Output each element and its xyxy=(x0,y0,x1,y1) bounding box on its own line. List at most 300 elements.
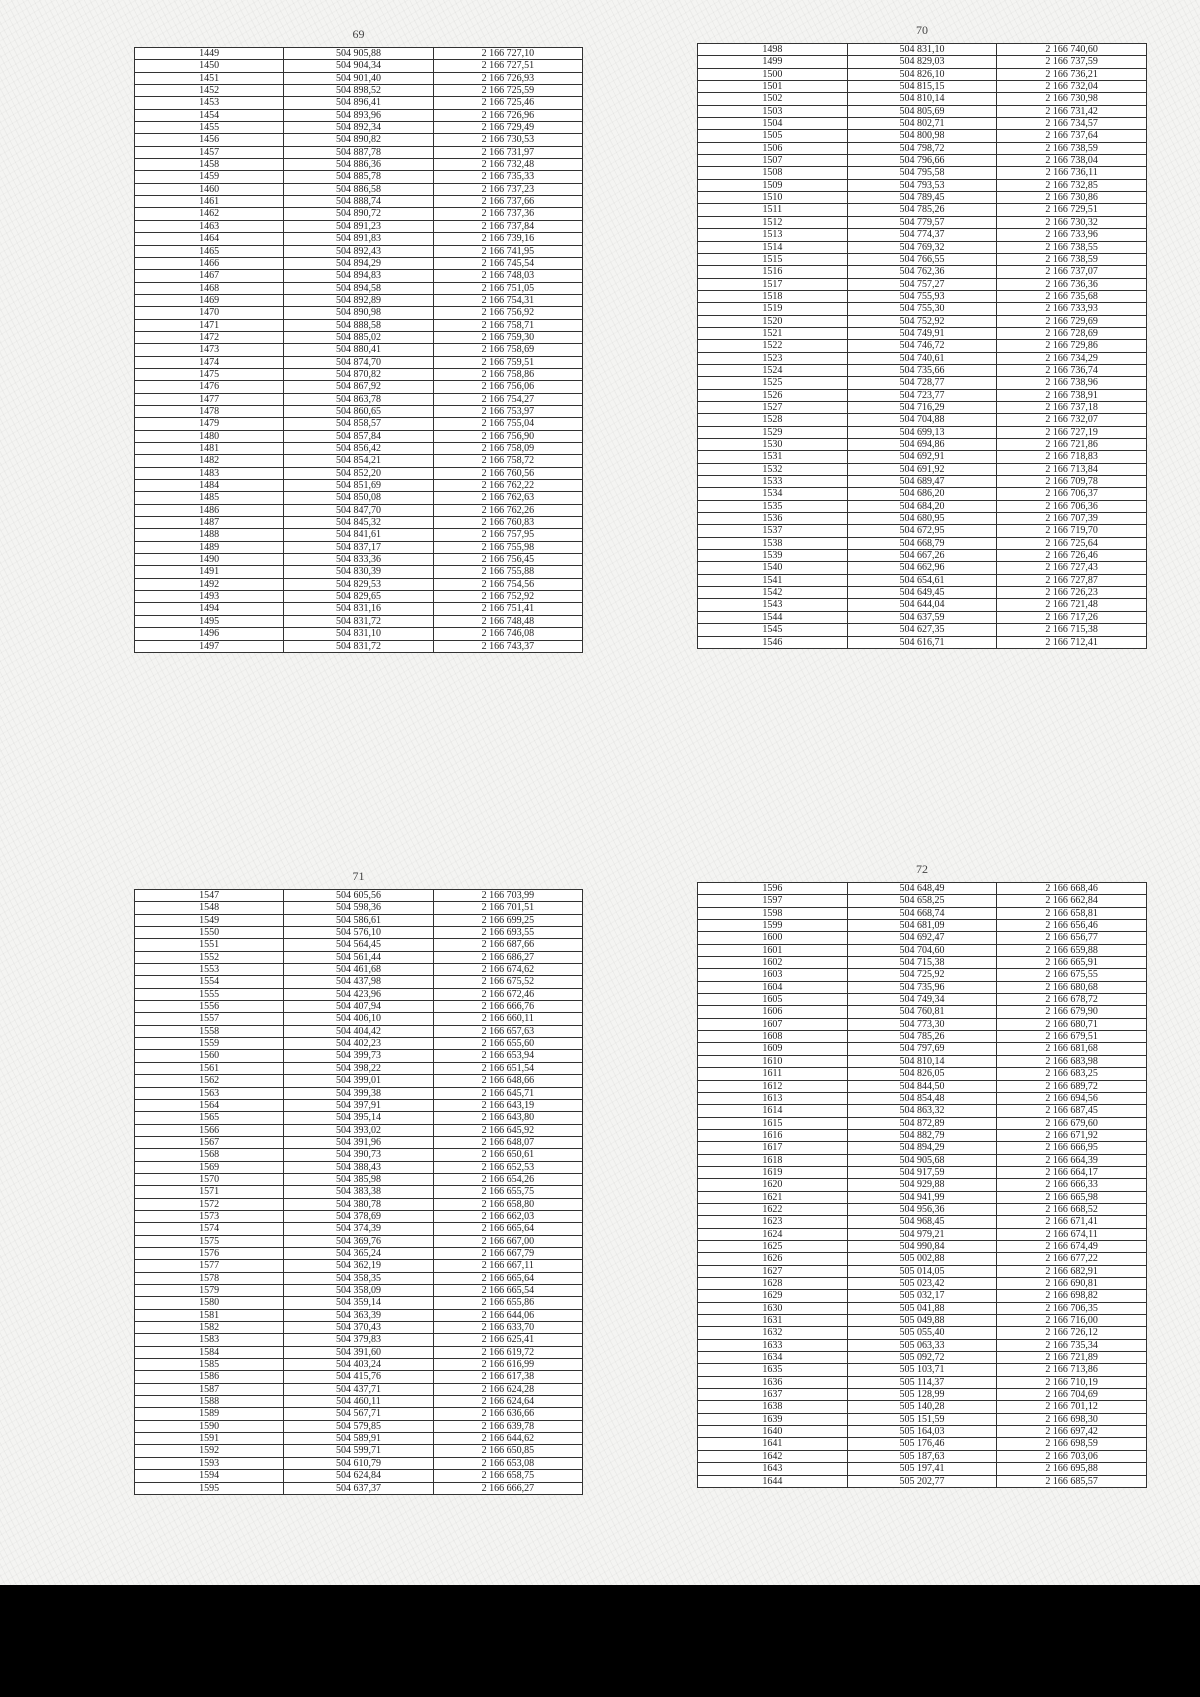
point-number-cell: 1507 xyxy=(698,155,848,167)
table-row xyxy=(135,1198,583,1210)
table-row xyxy=(135,159,583,171)
x-coordinate-cell: 504 968,45 xyxy=(847,1216,997,1228)
y-coordinate-cell: 2 166 633,70 xyxy=(433,1322,582,1334)
x-coordinate-cell: 504 576,10 xyxy=(284,927,433,939)
table-row xyxy=(698,303,1147,315)
table-row xyxy=(135,109,583,121)
table-row xyxy=(698,969,1147,981)
point-number-cell: 1489 xyxy=(135,541,284,553)
y-coordinate-cell: 2 166 660,11 xyxy=(433,1013,582,1025)
point-number-cell: 1625 xyxy=(698,1240,848,1252)
table-row xyxy=(698,155,1147,167)
y-coordinate-cell: 2 166 671,92 xyxy=(997,1129,1147,1141)
table-row xyxy=(135,1272,583,1284)
x-coordinate-cell: 504 437,98 xyxy=(284,976,433,988)
x-coordinate-cell: 504 890,98 xyxy=(284,307,433,319)
point-number-cell: 1616 xyxy=(698,1129,848,1141)
table-row xyxy=(698,1327,1147,1339)
table-row xyxy=(698,1092,1147,1104)
x-coordinate-cell: 505 049,88 xyxy=(847,1315,997,1327)
y-coordinate-cell: 2 166 643,80 xyxy=(433,1112,582,1124)
point-number-cell: 1535 xyxy=(698,500,848,512)
table-row xyxy=(698,1302,1147,1314)
page-number: 70 xyxy=(916,23,928,37)
table-row xyxy=(135,1038,583,1050)
table-row xyxy=(698,278,1147,290)
x-coordinate-cell: 504 901,40 xyxy=(284,72,433,84)
x-coordinate-cell: 505 092,72 xyxy=(847,1352,997,1364)
table-row xyxy=(135,1470,583,1482)
y-coordinate-cell: 2 166 680,68 xyxy=(997,981,1147,993)
table-row xyxy=(135,1149,583,1161)
x-coordinate-cell: 505 103,71 xyxy=(847,1364,997,1376)
x-coordinate-cell: 504 847,70 xyxy=(284,504,433,516)
point-number-cell: 1606 xyxy=(698,1006,848,1018)
y-coordinate-cell: 2 166 740,60 xyxy=(997,44,1147,56)
x-coordinate-cell: 505 063,33 xyxy=(847,1339,997,1351)
point-number-cell: 1586 xyxy=(135,1371,284,1383)
point-number-cell: 1462 xyxy=(135,208,284,220)
point-number-cell: 1552 xyxy=(135,951,284,963)
x-coordinate-cell: 504 415,76 xyxy=(284,1371,433,1383)
point-number-cell: 1612 xyxy=(698,1080,848,1092)
x-coordinate-cell: 504 735,66 xyxy=(847,364,997,376)
x-coordinate-cell: 504 885,78 xyxy=(284,171,433,183)
x-coordinate-cell: 504 795,58 xyxy=(847,167,997,179)
table-row xyxy=(698,1166,1147,1178)
y-coordinate-cell: 2 166 729,86 xyxy=(997,340,1147,352)
y-coordinate-cell: 2 166 745,54 xyxy=(433,257,582,269)
point-number-cell: 1520 xyxy=(698,315,848,327)
point-number-cell: 1571 xyxy=(135,1186,284,1198)
y-coordinate-cell: 2 166 719,70 xyxy=(997,525,1147,537)
point-number-cell: 1515 xyxy=(698,253,848,265)
point-number-cell: 1582 xyxy=(135,1322,284,1334)
y-coordinate-cell: 2 166 730,86 xyxy=(997,192,1147,204)
x-coordinate-cell: 504 715,38 xyxy=(847,957,997,969)
x-coordinate-cell: 504 863,32 xyxy=(847,1105,997,1117)
y-coordinate-cell: 2 166 731,42 xyxy=(997,105,1147,117)
y-coordinate-cell: 2 166 625,41 xyxy=(433,1334,582,1346)
y-coordinate-cell: 2 166 704,69 xyxy=(997,1389,1147,1401)
y-coordinate-cell: 2 166 655,60 xyxy=(433,1038,582,1050)
table-row xyxy=(698,981,1147,993)
x-coordinate-cell: 505 202,77 xyxy=(847,1475,997,1487)
point-number-cell: 1633 xyxy=(698,1339,848,1351)
x-coordinate-cell: 505 002,88 xyxy=(847,1253,997,1265)
point-number-cell: 1533 xyxy=(698,476,848,488)
y-coordinate-cell: 2 166 685,57 xyxy=(997,1475,1147,1487)
table-row xyxy=(698,229,1147,241)
point-number-cell: 1537 xyxy=(698,525,848,537)
y-coordinate-cell: 2 166 726,12 xyxy=(997,1327,1147,1339)
x-coordinate-cell: 505 032,17 xyxy=(847,1290,997,1302)
point-number-cell: 1490 xyxy=(135,554,284,566)
table-row xyxy=(698,1055,1147,1067)
y-coordinate-cell: 2 166 755,98 xyxy=(433,541,582,553)
point-number-cell: 1564 xyxy=(135,1099,284,1111)
y-coordinate-cell: 2 166 656,46 xyxy=(997,920,1147,932)
y-coordinate-cell: 2 166 728,69 xyxy=(997,327,1147,339)
x-coordinate-cell: 504 833,36 xyxy=(284,554,433,566)
table-row xyxy=(135,1285,583,1297)
x-coordinate-cell: 504 896,41 xyxy=(284,97,433,109)
table-row xyxy=(698,550,1147,562)
y-coordinate-cell: 2 166 727,10 xyxy=(433,48,582,60)
y-coordinate-cell: 2 166 734,57 xyxy=(997,118,1147,130)
y-coordinate-cell: 2 166 674,49 xyxy=(997,1240,1147,1252)
point-number-cell: 1544 xyxy=(698,611,848,623)
point-number-cell: 1568 xyxy=(135,1149,284,1161)
point-number-cell: 1573 xyxy=(135,1210,284,1222)
table-row xyxy=(135,1087,583,1099)
x-coordinate-cell: 504 404,42 xyxy=(284,1025,433,1037)
y-coordinate-cell: 2 166 741,95 xyxy=(433,245,582,257)
point-number-cell: 1516 xyxy=(698,266,848,278)
table-row xyxy=(698,1389,1147,1401)
x-coordinate-cell: 504 892,43 xyxy=(284,245,433,257)
point-number-cell: 1565 xyxy=(135,1112,284,1124)
y-coordinate-cell: 2 166 619,72 xyxy=(433,1346,582,1358)
table-row xyxy=(698,1463,1147,1475)
x-coordinate-cell: 504 681,09 xyxy=(847,920,997,932)
table-row xyxy=(698,1413,1147,1425)
table-row xyxy=(135,914,583,926)
x-coordinate-cell: 505 187,63 xyxy=(847,1450,997,1462)
point-number-cell: 1468 xyxy=(135,282,284,294)
y-coordinate-cell: 2 166 732,85 xyxy=(997,179,1147,191)
y-coordinate-cell: 2 166 658,75 xyxy=(433,1470,582,1482)
table-row xyxy=(135,1383,583,1395)
y-coordinate-cell: 2 166 681,68 xyxy=(997,1043,1147,1055)
point-number-cell: 1521 xyxy=(698,327,848,339)
y-coordinate-cell: 2 166 729,49 xyxy=(433,122,582,134)
y-coordinate-cell: 2 166 666,76 xyxy=(433,1001,582,1013)
table-row xyxy=(698,574,1147,586)
table-row xyxy=(135,220,583,232)
y-coordinate-cell: 2 166 687,45 xyxy=(997,1105,1147,1117)
y-coordinate-cell: 2 166 666,27 xyxy=(433,1482,582,1494)
table-row xyxy=(135,1309,583,1321)
table-row xyxy=(698,1129,1147,1141)
table-row xyxy=(698,204,1147,216)
point-number-cell: 1623 xyxy=(698,1216,848,1228)
y-coordinate-cell: 2 166 727,87 xyxy=(997,574,1147,586)
table-row xyxy=(698,1117,1147,1129)
x-coordinate-cell: 504 586,61 xyxy=(284,914,433,926)
y-coordinate-cell: 2 166 712,41 xyxy=(997,636,1147,648)
x-coordinate-cell: 504 694,86 xyxy=(847,439,997,451)
x-coordinate-cell: 504 887,78 xyxy=(284,146,433,158)
y-coordinate-cell: 2 166 682,91 xyxy=(997,1265,1147,1277)
y-coordinate-cell: 2 166 664,39 xyxy=(997,1154,1147,1166)
y-coordinate-cell: 2 166 650,61 xyxy=(433,1149,582,1161)
x-coordinate-cell: 504 649,45 xyxy=(847,587,997,599)
point-number-cell: 1529 xyxy=(698,426,848,438)
point-number-cell: 1452 xyxy=(135,85,284,97)
point-number-cell: 1581 xyxy=(135,1309,284,1321)
x-coordinate-cell: 504 358,35 xyxy=(284,1272,433,1284)
y-coordinate-cell: 2 166 718,83 xyxy=(997,451,1147,463)
x-coordinate-cell: 504 888,74 xyxy=(284,196,433,208)
point-number-cell: 1609 xyxy=(698,1043,848,1055)
table-row xyxy=(135,97,583,109)
point-number-cell: 1553 xyxy=(135,964,284,976)
point-number-cell: 1498 xyxy=(698,44,848,56)
y-coordinate-cell: 2 166 748,03 xyxy=(433,270,582,282)
x-coordinate-cell: 504 854,21 xyxy=(284,455,433,467)
y-coordinate-cell: 2 166 652,53 xyxy=(433,1161,582,1173)
x-coordinate-cell: 504 672,95 xyxy=(847,525,997,537)
table-row xyxy=(698,179,1147,191)
point-number-cell: 1495 xyxy=(135,615,284,627)
y-coordinate-cell: 2 166 706,35 xyxy=(997,1302,1147,1314)
x-coordinate-cell: 504 362,19 xyxy=(284,1260,433,1272)
point-number-cell: 1636 xyxy=(698,1376,848,1388)
table-row xyxy=(135,1396,583,1408)
table-row xyxy=(698,216,1147,228)
point-number-cell: 1530 xyxy=(698,439,848,451)
table-row xyxy=(135,976,583,988)
point-number-cell: 1499 xyxy=(698,56,848,68)
y-coordinate-cell: 2 166 755,88 xyxy=(433,566,582,578)
table-row xyxy=(698,932,1147,944)
table-row xyxy=(698,377,1147,389)
table-row xyxy=(135,640,583,652)
table-row xyxy=(135,951,583,963)
x-coordinate-cell: 504 644,04 xyxy=(847,599,997,611)
y-coordinate-cell: 2 166 727,19 xyxy=(997,426,1147,438)
x-coordinate-cell: 504 379,83 xyxy=(284,1334,433,1346)
y-coordinate-cell: 2 166 672,46 xyxy=(433,988,582,1000)
table-row xyxy=(135,939,583,951)
x-coordinate-cell: 504 800,98 xyxy=(847,130,997,142)
y-coordinate-cell: 2 166 726,23 xyxy=(997,587,1147,599)
y-coordinate-cell: 2 166 686,27 xyxy=(433,951,582,963)
y-coordinate-cell: 2 166 755,04 xyxy=(433,418,582,430)
y-coordinate-cell: 2 166 717,26 xyxy=(997,611,1147,623)
point-number-cell: 1640 xyxy=(698,1426,848,1438)
point-number-cell: 1558 xyxy=(135,1025,284,1037)
point-number-cell: 1451 xyxy=(135,72,284,84)
point-number-cell: 1637 xyxy=(698,1389,848,1401)
x-coordinate-cell: 504 667,26 xyxy=(847,550,997,562)
y-coordinate-cell: 2 166 679,51 xyxy=(997,1031,1147,1043)
x-coordinate-cell: 504 363,39 xyxy=(284,1309,433,1321)
table-row xyxy=(135,1235,583,1247)
x-coordinate-cell: 504 691,92 xyxy=(847,463,997,475)
point-number-cell: 1513 xyxy=(698,229,848,241)
table-row xyxy=(698,1068,1147,1080)
y-coordinate-cell: 2 166 736,21 xyxy=(997,68,1147,80)
x-coordinate-cell: 504 885,02 xyxy=(284,331,433,343)
point-number-cell: 1559 xyxy=(135,1038,284,1050)
point-number-cell: 1585 xyxy=(135,1359,284,1371)
point-number-cell: 1482 xyxy=(135,455,284,467)
x-coordinate-cell: 504 830,39 xyxy=(284,566,433,578)
y-coordinate-cell: 2 166 752,92 xyxy=(433,591,582,603)
y-coordinate-cell: 2 166 762,22 xyxy=(433,480,582,492)
point-number-cell: 1450 xyxy=(135,60,284,72)
point-number-cell: 1536 xyxy=(698,513,848,525)
point-number-cell: 1591 xyxy=(135,1433,284,1445)
table-row xyxy=(135,1223,583,1235)
table-row xyxy=(135,208,583,220)
x-coordinate-cell: 504 898,52 xyxy=(284,85,433,97)
x-coordinate-cell: 504 888,58 xyxy=(284,319,433,331)
point-number-cell: 1480 xyxy=(135,430,284,442)
point-number-cell: 1524 xyxy=(698,364,848,376)
point-number-cell: 1479 xyxy=(135,418,284,430)
y-coordinate-cell: 2 166 758,86 xyxy=(433,368,582,380)
y-coordinate-cell: 2 166 737,36 xyxy=(433,208,582,220)
y-coordinate-cell: 2 166 726,46 xyxy=(997,550,1147,562)
point-number-cell: 1470 xyxy=(135,307,284,319)
table-row xyxy=(135,1334,583,1346)
point-number-cell: 1595 xyxy=(135,1482,284,1494)
x-coordinate-cell: 504 779,57 xyxy=(847,216,997,228)
table-row xyxy=(698,562,1147,574)
table-row xyxy=(698,81,1147,93)
point-number-cell: 1540 xyxy=(698,562,848,574)
point-number-cell: 1584 xyxy=(135,1346,284,1358)
table-row xyxy=(135,368,583,380)
point-number-cell: 1604 xyxy=(698,981,848,993)
x-coordinate-cell: 504 398,22 xyxy=(284,1062,433,1074)
point-number-cell: 1569 xyxy=(135,1161,284,1173)
y-coordinate-cell: 2 166 713,86 xyxy=(997,1364,1147,1376)
x-coordinate-cell: 504 567,71 xyxy=(284,1408,433,1420)
y-coordinate-cell: 2 166 737,59 xyxy=(997,56,1147,68)
point-number-cell: 1460 xyxy=(135,183,284,195)
point-number-cell: 1611 xyxy=(698,1068,848,1080)
x-coordinate-cell: 504 692,91 xyxy=(847,451,997,463)
table-row xyxy=(698,1253,1147,1265)
point-number-cell: 1549 xyxy=(135,914,284,926)
x-coordinate-cell: 504 854,48 xyxy=(847,1092,997,1104)
x-coordinate-cell: 504 383,38 xyxy=(284,1186,433,1198)
point-number-cell: 1603 xyxy=(698,969,848,981)
coordinates-table xyxy=(697,882,1147,1488)
table-row xyxy=(135,615,583,627)
point-number-cell: 1528 xyxy=(698,414,848,426)
x-coordinate-cell: 504 796,66 xyxy=(847,155,997,167)
table-row xyxy=(135,1210,583,1222)
point-number-cell: 1484 xyxy=(135,480,284,492)
y-coordinate-cell: 2 166 758,09 xyxy=(433,443,582,455)
table-row xyxy=(135,443,583,455)
x-coordinate-cell: 504 893,96 xyxy=(284,109,433,121)
point-number-cell: 1600 xyxy=(698,932,848,944)
table-row xyxy=(698,525,1147,537)
y-coordinate-cell: 2 166 746,08 xyxy=(433,628,582,640)
point-number-cell: 1589 xyxy=(135,1408,284,1420)
y-coordinate-cell: 2 166 733,93 xyxy=(997,303,1147,315)
x-coordinate-cell: 504 668,74 xyxy=(847,907,997,919)
x-coordinate-cell: 504 773,30 xyxy=(847,1018,997,1030)
point-number-cell: 1627 xyxy=(698,1265,848,1277)
x-coordinate-cell: 504 841,61 xyxy=(284,529,433,541)
x-coordinate-cell: 504 755,30 xyxy=(847,303,997,315)
x-coordinate-cell: 504 358,09 xyxy=(284,1285,433,1297)
table-row xyxy=(135,1482,583,1494)
y-coordinate-cell: 2 166 737,23 xyxy=(433,183,582,195)
point-number-cell: 1475 xyxy=(135,368,284,380)
y-coordinate-cell: 2 166 665,98 xyxy=(997,1191,1147,1203)
y-coordinate-cell: 2 166 725,64 xyxy=(997,537,1147,549)
x-coordinate-cell: 504 402,23 xyxy=(284,1038,433,1050)
y-coordinate-cell: 2 166 659,88 xyxy=(997,944,1147,956)
point-number-cell: 1472 xyxy=(135,331,284,343)
y-coordinate-cell: 2 166 759,51 xyxy=(433,356,582,368)
x-coordinate-cell: 504 905,68 xyxy=(847,1154,997,1166)
table-row xyxy=(698,611,1147,623)
point-number-cell: 1619 xyxy=(698,1166,848,1178)
x-coordinate-cell: 504 437,71 xyxy=(284,1383,433,1395)
y-coordinate-cell: 2 166 653,94 xyxy=(433,1050,582,1062)
table-row xyxy=(698,1450,1147,1462)
y-coordinate-cell: 2 166 655,75 xyxy=(433,1186,582,1198)
point-number-cell: 1557 xyxy=(135,1013,284,1025)
point-number-cell: 1548 xyxy=(135,902,284,914)
y-coordinate-cell: 2 166 725,59 xyxy=(433,85,582,97)
point-number-cell: 1551 xyxy=(135,939,284,951)
y-coordinate-cell: 2 166 730,32 xyxy=(997,216,1147,228)
table-row xyxy=(135,1161,583,1173)
table-row xyxy=(135,294,583,306)
table-row xyxy=(698,957,1147,969)
point-number-cell: 1453 xyxy=(135,97,284,109)
table-row xyxy=(135,1445,583,1457)
y-coordinate-cell: 2 166 617,38 xyxy=(433,1371,582,1383)
x-coordinate-cell: 504 829,53 xyxy=(284,578,433,590)
table-row xyxy=(135,517,583,529)
table-row xyxy=(698,907,1147,919)
y-coordinate-cell: 2 166 698,59 xyxy=(997,1438,1147,1450)
table-row xyxy=(135,1247,583,1259)
table-row xyxy=(698,56,1147,68)
point-number-cell: 1601 xyxy=(698,944,848,956)
point-number-cell: 1497 xyxy=(135,640,284,652)
point-number-cell: 1550 xyxy=(135,927,284,939)
x-coordinate-cell: 504 802,71 xyxy=(847,118,997,130)
x-coordinate-cell: 504 831,72 xyxy=(284,615,433,627)
y-coordinate-cell: 2 166 671,41 xyxy=(997,1216,1147,1228)
coordinates-page-70 xyxy=(697,23,1147,649)
point-number-cell: 1590 xyxy=(135,1420,284,1432)
point-number-cell: 1538 xyxy=(698,537,848,549)
x-coordinate-cell: 504 735,96 xyxy=(847,981,997,993)
table-row xyxy=(135,1408,583,1420)
y-coordinate-cell: 2 166 733,96 xyxy=(997,229,1147,241)
x-coordinate-cell: 504 746,72 xyxy=(847,340,997,352)
table-row xyxy=(135,85,583,97)
point-number-cell: 1641 xyxy=(698,1438,848,1450)
point-number-cell: 1621 xyxy=(698,1191,848,1203)
x-coordinate-cell: 504 831,16 xyxy=(284,603,433,615)
point-number-cell: 1493 xyxy=(135,591,284,603)
y-coordinate-cell: 2 166 636,66 xyxy=(433,1408,582,1420)
x-coordinate-cell: 504 785,26 xyxy=(847,1031,997,1043)
point-number-cell: 1615 xyxy=(698,1117,848,1129)
y-coordinate-cell: 2 166 757,95 xyxy=(433,529,582,541)
point-number-cell: 1464 xyxy=(135,233,284,245)
x-coordinate-cell: 504 728,77 xyxy=(847,377,997,389)
table-row xyxy=(135,1050,583,1062)
table-row xyxy=(698,68,1147,80)
point-number-cell: 1566 xyxy=(135,1124,284,1136)
x-coordinate-cell: 504 904,34 xyxy=(284,60,433,72)
